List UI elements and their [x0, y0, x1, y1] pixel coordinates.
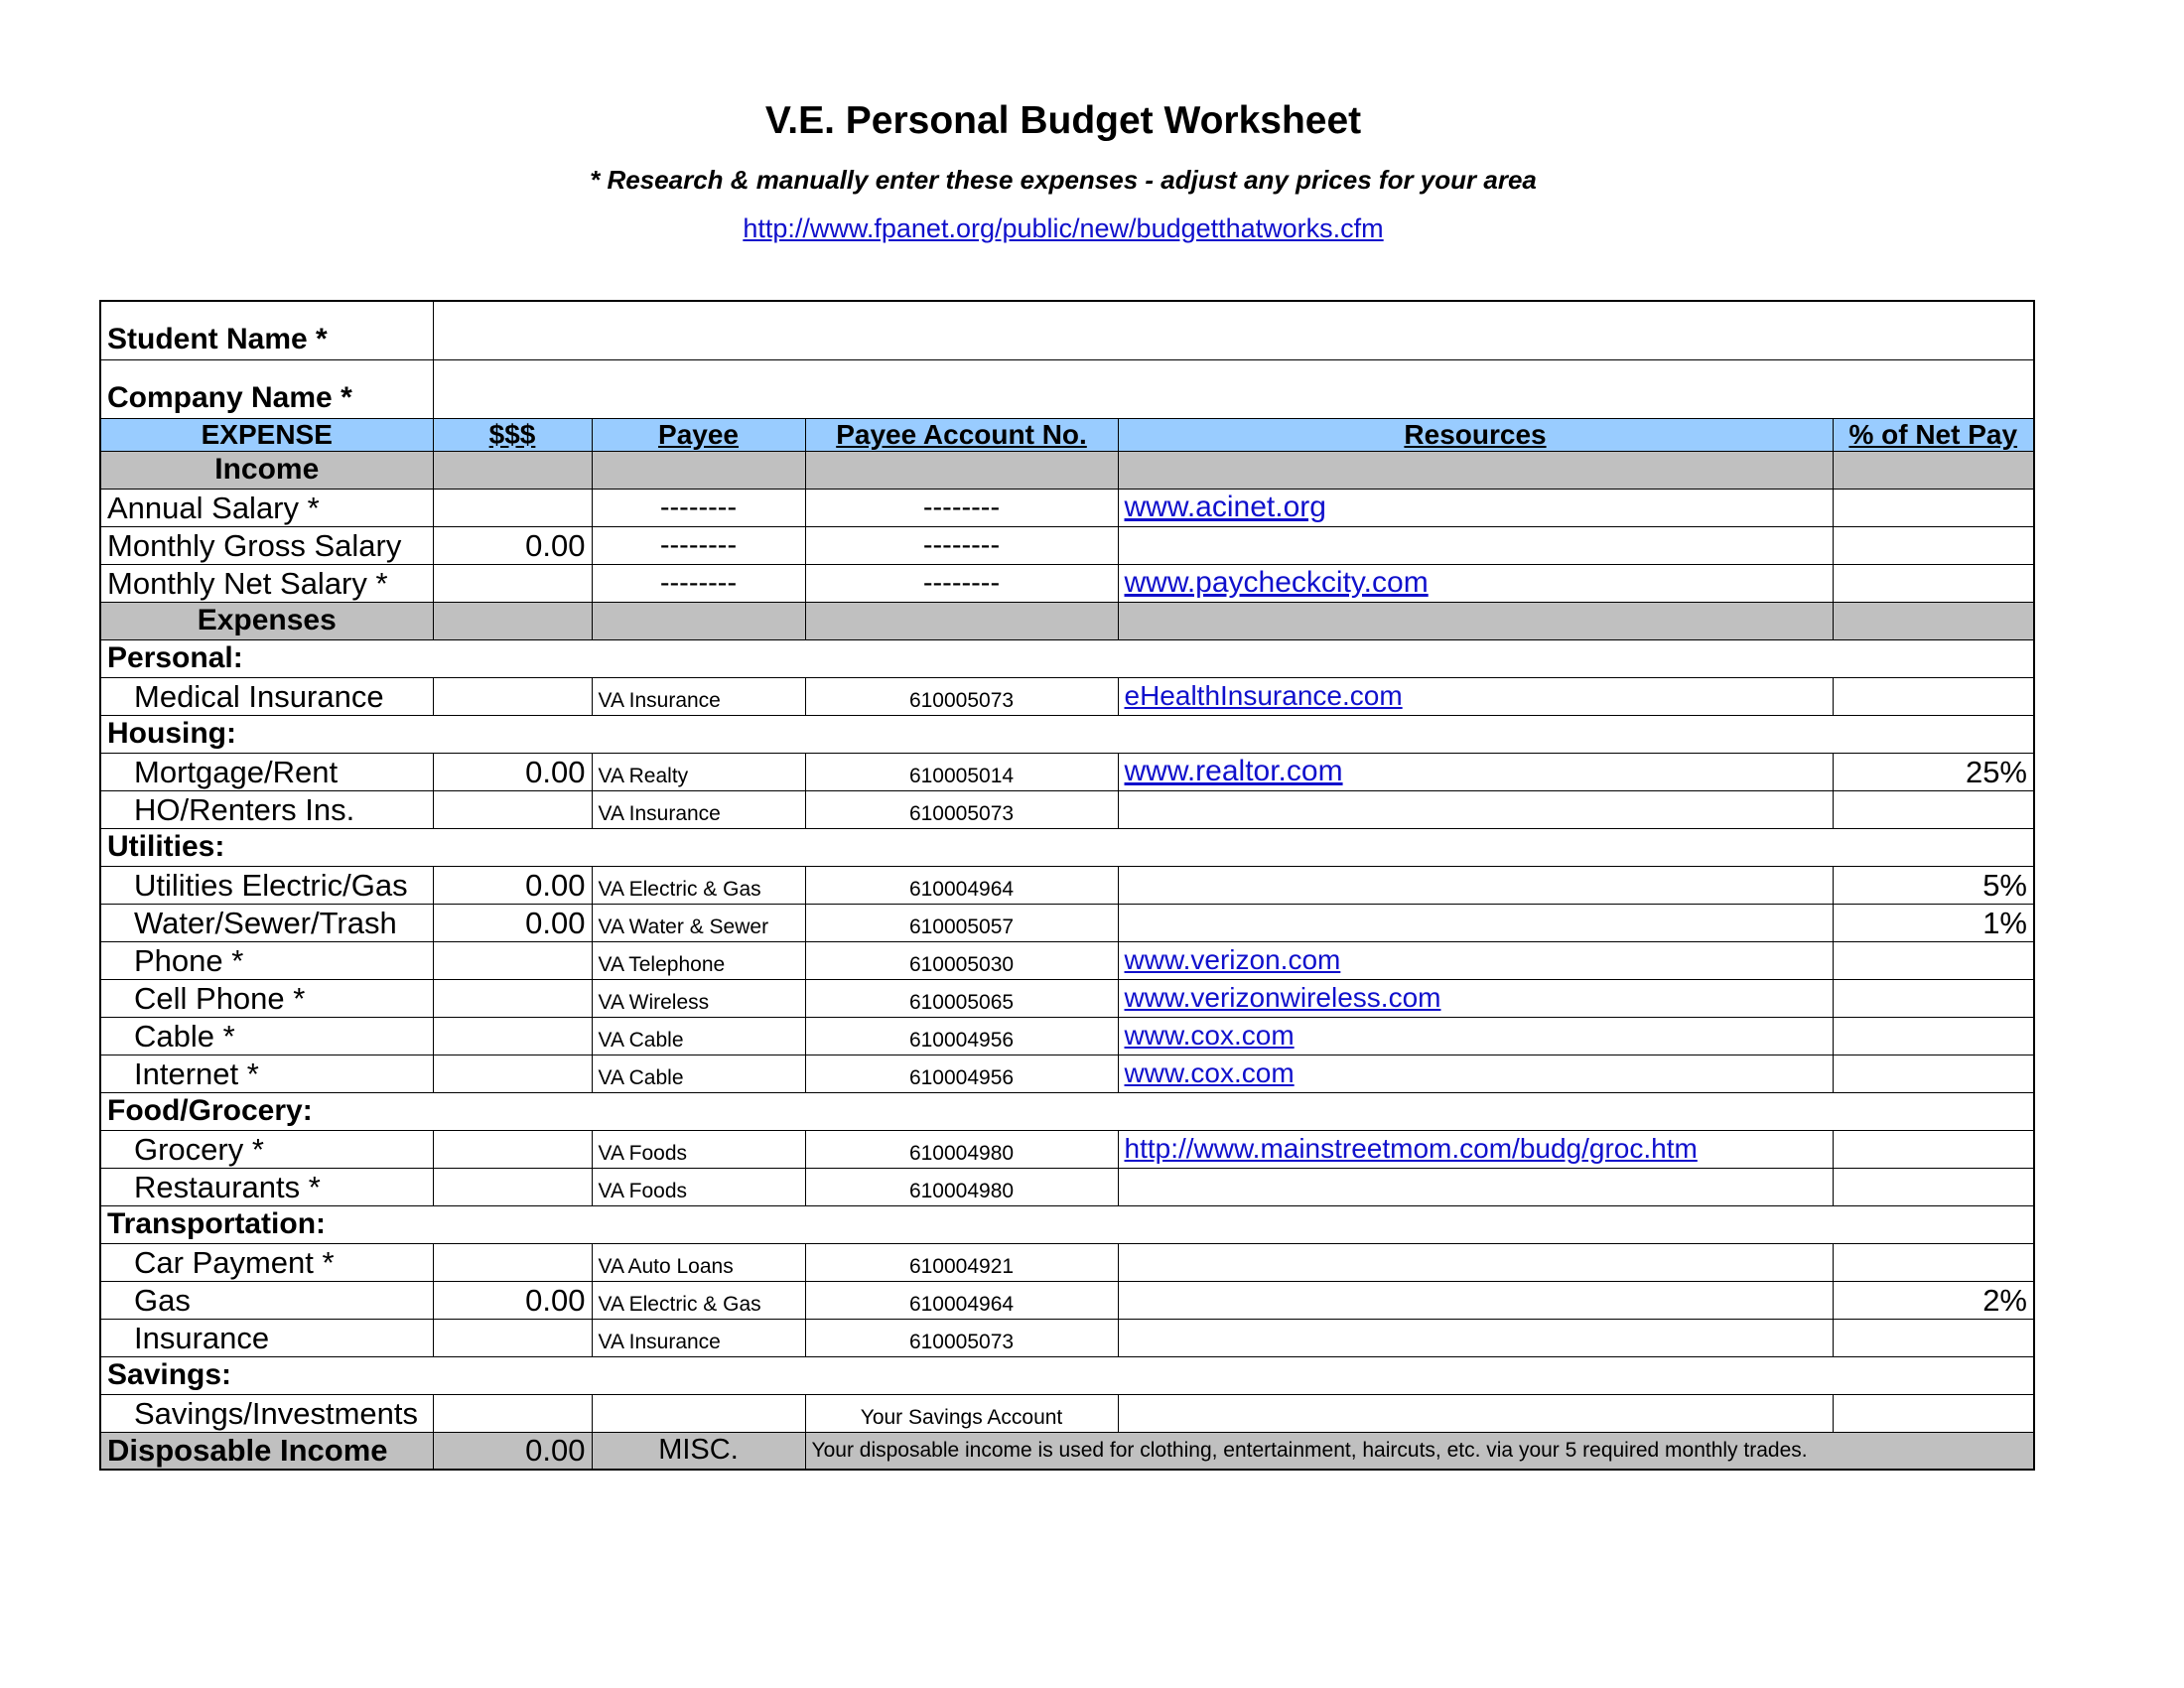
cable-payee: VA Cable	[592, 1017, 805, 1055]
water-label: Water/Sewer/Trash	[100, 904, 433, 941]
water-payee: VA Water & Sewer	[592, 904, 805, 941]
category-utilities-label: Utilities:	[100, 828, 2034, 866]
category-food	[100, 1092, 2034, 1130]
savings-label: Savings/Investments	[100, 1394, 433, 1432]
expense-row-insurance	[100, 1319, 2034, 1356]
restaurants-amount[interactable]	[433, 1168, 592, 1205]
savings-amount[interactable]	[433, 1394, 592, 1432]
insurance-amount[interactable]	[433, 1319, 592, 1356]
student-name-row	[100, 301, 2034, 359]
grocery-payee: VA Foods	[592, 1130, 805, 1168]
category-transportation-label: Transportation:	[100, 1205, 2034, 1243]
verizon-link[interactable]: www.verizon.com	[1124, 944, 1341, 975]
gas-amount: 0.00	[433, 1281, 592, 1319]
disposable-payee: MISC.	[592, 1432, 805, 1470]
internet-label: Internet *	[100, 1055, 433, 1092]
gas-percent: 2%	[1833, 1281, 2034, 1319]
col-expense: EXPENSE	[100, 418, 433, 451]
monthly-gross-account: --------	[805, 526, 1118, 564]
gas-account: 610004964	[805, 1281, 1118, 1319]
monthly-net-row	[100, 564, 2034, 602]
electric-percent: 5%	[1833, 866, 2034, 904]
phone-payee: VA Telephone	[592, 941, 805, 979]
income-section-label: Income	[100, 451, 433, 489]
student-name-label: Student Name *	[100, 301, 433, 359]
cell-payee: VA Wireless	[592, 979, 805, 1017]
renters-account: 610005073	[805, 790, 1118, 828]
expense-row-restaurants	[100, 1168, 2034, 1205]
monthly-gross-label: Monthly Gross Salary	[100, 526, 433, 564]
category-transportation	[100, 1205, 2034, 1243]
monthly-net-payee: --------	[592, 564, 805, 602]
budget-link[interactable]: http://www.fpanet.org/public/new/budgetthatworks.cfm	[743, 213, 1384, 243]
car-amount[interactable]	[433, 1243, 592, 1281]
insurance-label: Insurance	[100, 1319, 433, 1356]
expense-row-gas	[100, 1281, 2034, 1319]
electric-payee: VA Electric & Gas	[592, 866, 805, 904]
col-payee: Payee	[592, 418, 805, 451]
expense-row-cell	[100, 979, 2034, 1017]
expense-row-cable	[100, 1017, 2034, 1055]
phone-account: 610005030	[805, 941, 1118, 979]
category-savings-label: Savings:	[100, 1356, 2034, 1394]
expense-row-water	[100, 904, 2034, 941]
budget-table	[99, 300, 2035, 1471]
disposable-income-row	[100, 1432, 2034, 1470]
cable-account: 610004956	[805, 1017, 1118, 1055]
annual-salary-account: --------	[805, 489, 1118, 526]
mortgage-percent: 25%	[1833, 753, 2034, 790]
page-title: V.E. Personal Budget Worksheet	[764, 99, 1362, 142]
medical-payee: VA Insurance	[592, 677, 805, 715]
cable-label: Cable *	[100, 1017, 433, 1055]
monthly-net-account: --------	[805, 564, 1118, 602]
gas-label: Gas	[100, 1281, 433, 1319]
renters-amount[interactable]	[433, 790, 592, 828]
company-name-field[interactable]	[433, 359, 2034, 418]
category-housing-label: Housing:	[100, 715, 2034, 753]
monthly-net-amount[interactable]	[433, 564, 592, 602]
student-name-field[interactable]	[433, 301, 2034, 359]
expense-row-medical	[100, 677, 2034, 715]
acinet-link[interactable]: www.acinet.org	[1124, 491, 1326, 523]
expense-row-mortgage	[100, 753, 2034, 790]
expense-row-phone	[100, 941, 2034, 979]
expense-row-grocery	[100, 1130, 2034, 1168]
mortgage-label: Mortgage/Rent	[100, 753, 433, 790]
grocery-amount[interactable]	[433, 1130, 592, 1168]
monthly-gross-amount: 0.00	[433, 526, 592, 564]
category-savings	[100, 1356, 2034, 1394]
annual-salary-amount[interactable]	[433, 489, 592, 526]
mortgage-account: 610005014	[805, 753, 1118, 790]
insurance-account: 610005073	[805, 1319, 1118, 1356]
annual-salary-label: Annual Salary *	[100, 489, 433, 526]
monthly-gross-row	[100, 526, 2034, 564]
annual-salary-payee: --------	[592, 489, 805, 526]
car-label: Car Payment *	[100, 1243, 433, 1281]
medical-amount[interactable]	[433, 677, 592, 715]
expenses-section-row	[100, 602, 2034, 639]
expense-row-savings	[100, 1394, 2034, 1432]
realtor-link[interactable]: www.realtor.com	[1124, 755, 1343, 787]
col-account: Payee Account No.	[805, 418, 1118, 451]
company-name-row	[100, 359, 2034, 418]
expense-row-renters	[100, 790, 2034, 828]
car-payee: VA Auto Loans	[592, 1243, 805, 1281]
mainstreetmom-link[interactable]: http://www.mainstreetmom.com/budg/groc.htm	[1124, 1133, 1698, 1164]
col-amount: $$$	[433, 418, 592, 451]
monthly-net-label: Monthly Net Salary *	[100, 564, 433, 602]
savings-account: Your Savings Account	[805, 1394, 1118, 1432]
medical-label: Medical Insurance	[100, 677, 433, 715]
category-utilities	[100, 828, 2034, 866]
ehealth-link[interactable]: eHealthInsurance.com	[1124, 680, 1403, 711]
gas-payee: VA Electric & Gas	[592, 1281, 805, 1319]
renters-payee: VA Insurance	[592, 790, 805, 828]
car-account: 610004921	[805, 1243, 1118, 1281]
mortgage-payee: VA Realty	[592, 753, 805, 790]
category-housing	[100, 715, 2034, 753]
electric-amount: 0.00	[433, 866, 592, 904]
electric-account: 610004964	[805, 866, 1118, 904]
income-section-row	[100, 451, 2034, 489]
paycheckcity-link[interactable]: www.paycheckcity.com	[1124, 566, 1429, 599]
internet-amount[interactable]	[433, 1055, 592, 1092]
category-personal	[100, 639, 2034, 677]
restaurants-account: 610004980	[805, 1168, 1118, 1205]
verizonwireless-link[interactable]: www.verizonwireless.com	[1124, 982, 1441, 1013]
category-personal-label: Personal:	[100, 639, 2034, 677]
grocery-label: Grocery *	[100, 1130, 433, 1168]
cell-label: Cell Phone *	[100, 979, 433, 1017]
disposable-label: Disposable Income	[100, 1432, 433, 1470]
expense-row-electric	[100, 866, 2034, 904]
monthly-gross-payee: --------	[592, 526, 805, 564]
phone-label: Phone *	[100, 941, 433, 979]
internet-account: 610004956	[805, 1055, 1118, 1092]
column-header-row	[100, 418, 2034, 451]
medical-account: 610005073	[805, 677, 1118, 715]
renters-label: HO/Renters Ins.	[100, 790, 433, 828]
page-subtitle: * Research & manually enter these expenses - adjust any prices for your area	[590, 165, 1537, 195]
mortgage-amount: 0.00	[433, 753, 592, 790]
restaurants-payee: VA Foods	[592, 1168, 805, 1205]
insurance-payee: VA Insurance	[592, 1319, 805, 1356]
cable-amount[interactable]	[433, 1017, 592, 1055]
electric-label: Utilities Electric/Gas	[100, 866, 433, 904]
disposable-amount: 0.00	[433, 1432, 592, 1470]
cox-link-cable[interactable]: www.cox.com	[1124, 1020, 1295, 1051]
col-percent: % of Net Pay	[1833, 418, 2034, 451]
water-amount: 0.00	[433, 904, 592, 941]
col-resources: Resources	[1118, 418, 1833, 451]
annual-salary-row	[100, 489, 2034, 526]
expenses-section-label: Expenses	[100, 602, 433, 639]
cox-link-internet[interactable]: www.cox.com	[1124, 1057, 1295, 1088]
cell-amount[interactable]	[433, 979, 592, 1017]
grocery-account: 610004980	[805, 1130, 1118, 1168]
phone-amount[interactable]	[433, 941, 592, 979]
water-percent: 1%	[1833, 904, 2034, 941]
annual-salary-percent[interactable]	[1833, 489, 2034, 526]
cell-account: 610005065	[805, 979, 1118, 1017]
expense-row-car	[100, 1243, 2034, 1281]
company-name-label: Company Name *	[100, 359, 433, 418]
category-food-label: Food/Grocery:	[100, 1092, 2034, 1130]
internet-payee: VA Cable	[592, 1055, 805, 1092]
expense-row-internet	[100, 1055, 2034, 1092]
water-account: 610005057	[805, 904, 1118, 941]
restaurants-label: Restaurants *	[100, 1168, 433, 1205]
disposable-note: Your disposable income is used for clothing, entertainment, haircuts, etc. via your 5 required monthly trades.	[805, 1432, 2034, 1470]
